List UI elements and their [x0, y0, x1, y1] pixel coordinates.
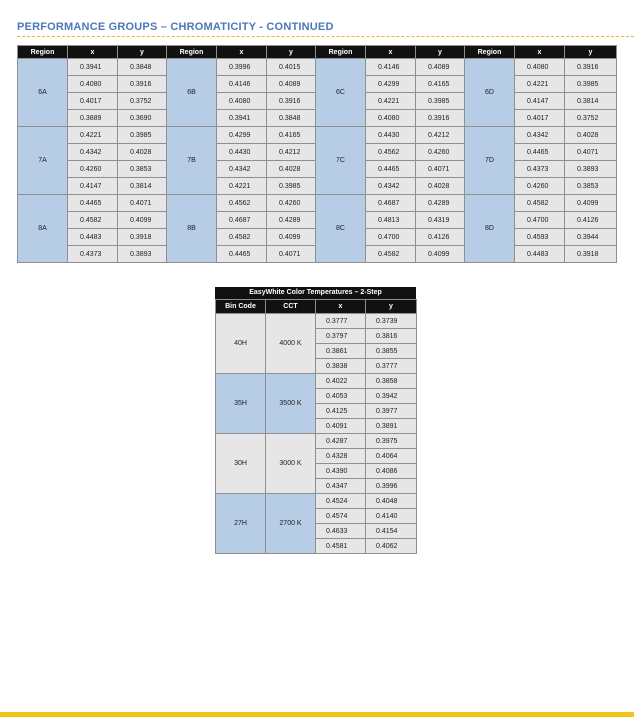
- x-value-cell: 0.4221: [68, 127, 118, 144]
- title-divider: [17, 36, 634, 37]
- y-value-cell: 0.4154: [366, 524, 417, 539]
- x-value-cell: 0.4221: [515, 76, 565, 93]
- y-value-cell: 0.3848: [118, 59, 167, 76]
- y-value-cell: 0.3944: [565, 229, 617, 246]
- x-value-cell: 0.4524: [316, 494, 366, 509]
- column-header: Bin Code: [216, 300, 266, 314]
- table-header-row: [18, 46, 617, 59]
- x-value-cell: 0.4342: [515, 127, 565, 144]
- y-value-cell: 0.3853: [565, 178, 617, 195]
- table-row: [216, 374, 417, 389]
- x-value-cell: 0.4483: [68, 229, 118, 246]
- y-value-cell: 0.3918: [565, 246, 617, 263]
- x-value-cell: 0.4017: [515, 110, 565, 127]
- x-value-cell: 0.4342: [217, 161, 267, 178]
- column-header: x: [68, 46, 118, 59]
- x-value-cell: 0.4328: [316, 449, 366, 464]
- y-value-cell: 0.3985: [416, 93, 465, 110]
- y-value-cell: 0.4165: [416, 76, 465, 93]
- column-header: Region: [316, 46, 366, 59]
- x-value-cell: 0.4299: [366, 76, 416, 93]
- y-value-cell: 0.3916: [565, 59, 617, 76]
- bin-code-cell: 30H: [216, 434, 266, 494]
- x-value-cell: 0.4813: [366, 212, 416, 229]
- x-value-cell: 0.4562: [217, 195, 267, 212]
- x-value-cell: 0.3889: [68, 110, 118, 127]
- y-value-cell: 0.3916: [267, 93, 316, 110]
- x-value-cell: 0.3797: [316, 329, 366, 344]
- table-row: [216, 314, 417, 329]
- y-value-cell: 0.3975: [366, 434, 417, 449]
- y-value-cell: 0.4260: [267, 195, 316, 212]
- x-value-cell: 0.4465: [366, 161, 416, 178]
- x-value-cell: 0.4700: [366, 229, 416, 246]
- x-value-cell: 0.4053: [316, 389, 366, 404]
- cct-cell: 3500 K: [266, 374, 316, 434]
- y-value-cell: 0.3690: [118, 110, 167, 127]
- table-row: [18, 127, 617, 144]
- y-value-cell: 0.3739: [366, 314, 417, 329]
- x-value-cell: 0.4465: [68, 195, 118, 212]
- y-value-cell: 0.4140: [366, 509, 417, 524]
- easywhite-table: [215, 299, 417, 554]
- x-value-cell: 0.4022: [316, 374, 366, 389]
- y-value-cell: 0.4126: [416, 229, 465, 246]
- y-value-cell: 0.3858: [366, 374, 417, 389]
- table-row: [18, 195, 617, 212]
- chromaticity-table: [17, 45, 617, 263]
- x-value-cell: 0.4299: [217, 127, 267, 144]
- y-value-cell: 0.4099: [267, 229, 316, 246]
- x-value-cell: 0.4700: [515, 212, 565, 229]
- y-value-cell: 0.3848: [267, 110, 316, 127]
- y-value-cell: 0.4028: [118, 144, 167, 161]
- region-cell: 6C: [316, 59, 366, 127]
- x-value-cell: 0.4562: [366, 144, 416, 161]
- y-value-cell: 0.4048: [366, 494, 417, 509]
- x-value-cell: 0.4125: [316, 404, 366, 419]
- cct-cell: 2700 K: [266, 494, 316, 554]
- region-cell: 6D: [465, 59, 515, 127]
- table-row: [216, 434, 417, 449]
- region-cell: 8C: [316, 195, 366, 263]
- x-value-cell: 0.4593: [515, 229, 565, 246]
- x-value-cell: 0.4465: [515, 144, 565, 161]
- x-value-cell: 0.4483: [515, 246, 565, 263]
- y-value-cell: 0.3893: [565, 161, 617, 178]
- y-value-cell: 0.4289: [416, 195, 465, 212]
- table-row: [18, 59, 617, 76]
- y-value-cell: 0.3855: [366, 344, 417, 359]
- column-header: Region: [18, 46, 68, 59]
- x-value-cell: 0.4582: [68, 212, 118, 229]
- region-cell: 7B: [167, 127, 217, 195]
- y-value-cell: 0.3942: [366, 389, 417, 404]
- column-header: y: [267, 46, 316, 59]
- x-value-cell: 0.3996: [217, 59, 267, 76]
- x-value-cell: 0.4582: [217, 229, 267, 246]
- y-value-cell: 0.3814: [118, 178, 167, 195]
- bin-code-cell: 35H: [216, 374, 266, 434]
- y-value-cell: 0.4165: [267, 127, 316, 144]
- column-header: Region: [465, 46, 515, 59]
- column-header: x: [217, 46, 267, 59]
- bin-code-cell: 27H: [216, 494, 266, 554]
- x-value-cell: 0.4017: [68, 93, 118, 110]
- x-value-cell: 0.4146: [366, 59, 416, 76]
- x-value-cell: 0.3777: [316, 314, 366, 329]
- region-cell: 6A: [18, 59, 68, 127]
- y-value-cell: 0.4028: [267, 161, 316, 178]
- column-header: x: [366, 46, 416, 59]
- x-value-cell: 0.4080: [68, 76, 118, 93]
- x-value-cell: 0.4465: [217, 246, 267, 263]
- y-value-cell: 0.4319: [416, 212, 465, 229]
- x-value-cell: 0.4342: [366, 178, 416, 195]
- x-value-cell: 0.4287: [316, 434, 366, 449]
- y-value-cell: 0.3752: [565, 110, 617, 127]
- y-value-cell: 0.4071: [118, 195, 167, 212]
- x-value-cell: 0.4687: [366, 195, 416, 212]
- y-value-cell: 0.4212: [267, 144, 316, 161]
- y-value-cell: 0.3814: [565, 93, 617, 110]
- x-value-cell: 0.4080: [366, 110, 416, 127]
- column-header: y: [565, 46, 617, 59]
- y-value-cell: 0.4099: [118, 212, 167, 229]
- y-value-cell: 0.4099: [416, 246, 465, 263]
- x-value-cell: 0.4373: [68, 246, 118, 263]
- x-value-cell: 0.4342: [68, 144, 118, 161]
- x-value-cell: 0.4260: [515, 178, 565, 195]
- x-value-cell: 0.4080: [217, 93, 267, 110]
- x-value-cell: 0.4633: [316, 524, 366, 539]
- x-value-cell: 0.4582: [515, 195, 565, 212]
- x-value-cell: 0.4147: [515, 93, 565, 110]
- column-header: x: [316, 300, 366, 314]
- y-value-cell: 0.4086: [366, 464, 417, 479]
- y-value-cell: 0.3977: [366, 404, 417, 419]
- y-value-cell: 0.4062: [366, 539, 417, 554]
- column-header: x: [515, 46, 565, 59]
- y-value-cell: 0.3985: [267, 178, 316, 195]
- y-value-cell: 0.3985: [565, 76, 617, 93]
- region-cell: 8A: [18, 195, 68, 263]
- x-value-cell: 0.4260: [68, 161, 118, 178]
- x-value-cell: 0.4221: [366, 93, 416, 110]
- x-value-cell: 0.4430: [366, 127, 416, 144]
- y-value-cell: 0.3916: [416, 110, 465, 127]
- y-value-cell: 0.3985: [118, 127, 167, 144]
- region-cell: 6B: [167, 59, 217, 127]
- footer-bar: [0, 712, 634, 717]
- bin-code-cell: 40H: [216, 314, 266, 374]
- y-value-cell: 0.4071: [267, 246, 316, 263]
- y-value-cell: 0.3916: [118, 76, 167, 93]
- y-value-cell: 0.4089: [416, 59, 465, 76]
- y-value-cell: 0.4126: [565, 212, 617, 229]
- y-value-cell: 0.4028: [416, 178, 465, 195]
- y-value-cell: 0.4071: [565, 144, 617, 161]
- x-value-cell: 0.3941: [217, 110, 267, 127]
- y-value-cell: 0.3893: [118, 246, 167, 263]
- y-value-cell: 0.4071: [416, 161, 465, 178]
- y-value-cell: 0.3891: [366, 419, 417, 434]
- x-value-cell: 0.4147: [68, 178, 118, 195]
- x-value-cell: 0.4373: [515, 161, 565, 178]
- cct-cell: 3000 K: [266, 434, 316, 494]
- y-value-cell: 0.3777: [366, 359, 417, 374]
- page-title: PERFORMANCE GROUPS – CHROMATICITY - CONTINUED: [17, 21, 334, 33]
- x-value-cell: 0.4581: [316, 539, 366, 554]
- region-cell: 7D: [465, 127, 515, 195]
- x-value-cell: 0.4146: [217, 76, 267, 93]
- table-row: [216, 494, 417, 509]
- y-value-cell: 0.4260: [416, 144, 465, 161]
- table-header-row: [216, 300, 417, 314]
- x-value-cell: 0.4582: [366, 246, 416, 263]
- x-value-cell: 0.3941: [68, 59, 118, 76]
- y-value-cell: 0.4064: [366, 449, 417, 464]
- y-value-cell: 0.4089: [267, 76, 316, 93]
- y-value-cell: 0.4028: [565, 127, 617, 144]
- x-value-cell: 0.4347: [316, 479, 366, 494]
- y-value-cell: 0.3853: [118, 161, 167, 178]
- region-cell: 7C: [316, 127, 366, 195]
- y-value-cell: 0.4099: [565, 195, 617, 212]
- x-value-cell: 0.3861: [316, 344, 366, 359]
- x-value-cell: 0.4430: [217, 144, 267, 161]
- x-value-cell: 0.4390: [316, 464, 366, 479]
- cct-cell: 4000 K: [266, 314, 316, 374]
- region-cell: 8B: [167, 195, 217, 263]
- easywhite-caption: EasyWhite Color Temperatures – 2-Step: [215, 287, 416, 299]
- y-value-cell: 0.3816: [366, 329, 417, 344]
- region-cell: 8D: [465, 195, 515, 263]
- column-header: CCT: [266, 300, 316, 314]
- y-value-cell: 0.3752: [118, 93, 167, 110]
- column-header: y: [416, 46, 465, 59]
- y-value-cell: 0.3996: [366, 479, 417, 494]
- column-header: Region: [167, 46, 217, 59]
- x-value-cell: 0.4687: [217, 212, 267, 229]
- y-value-cell: 0.4212: [416, 127, 465, 144]
- x-value-cell: 0.3838: [316, 359, 366, 374]
- x-value-cell: 0.4080: [515, 59, 565, 76]
- column-header: y: [366, 300, 417, 314]
- y-value-cell: 0.4289: [267, 212, 316, 229]
- region-cell: 7A: [18, 127, 68, 195]
- y-value-cell: 0.3918: [118, 229, 167, 246]
- y-value-cell: 0.4015: [267, 59, 316, 76]
- x-value-cell: 0.4091: [316, 419, 366, 434]
- x-value-cell: 0.4574: [316, 509, 366, 524]
- x-value-cell: 0.4221: [217, 178, 267, 195]
- column-header: y: [118, 46, 167, 59]
